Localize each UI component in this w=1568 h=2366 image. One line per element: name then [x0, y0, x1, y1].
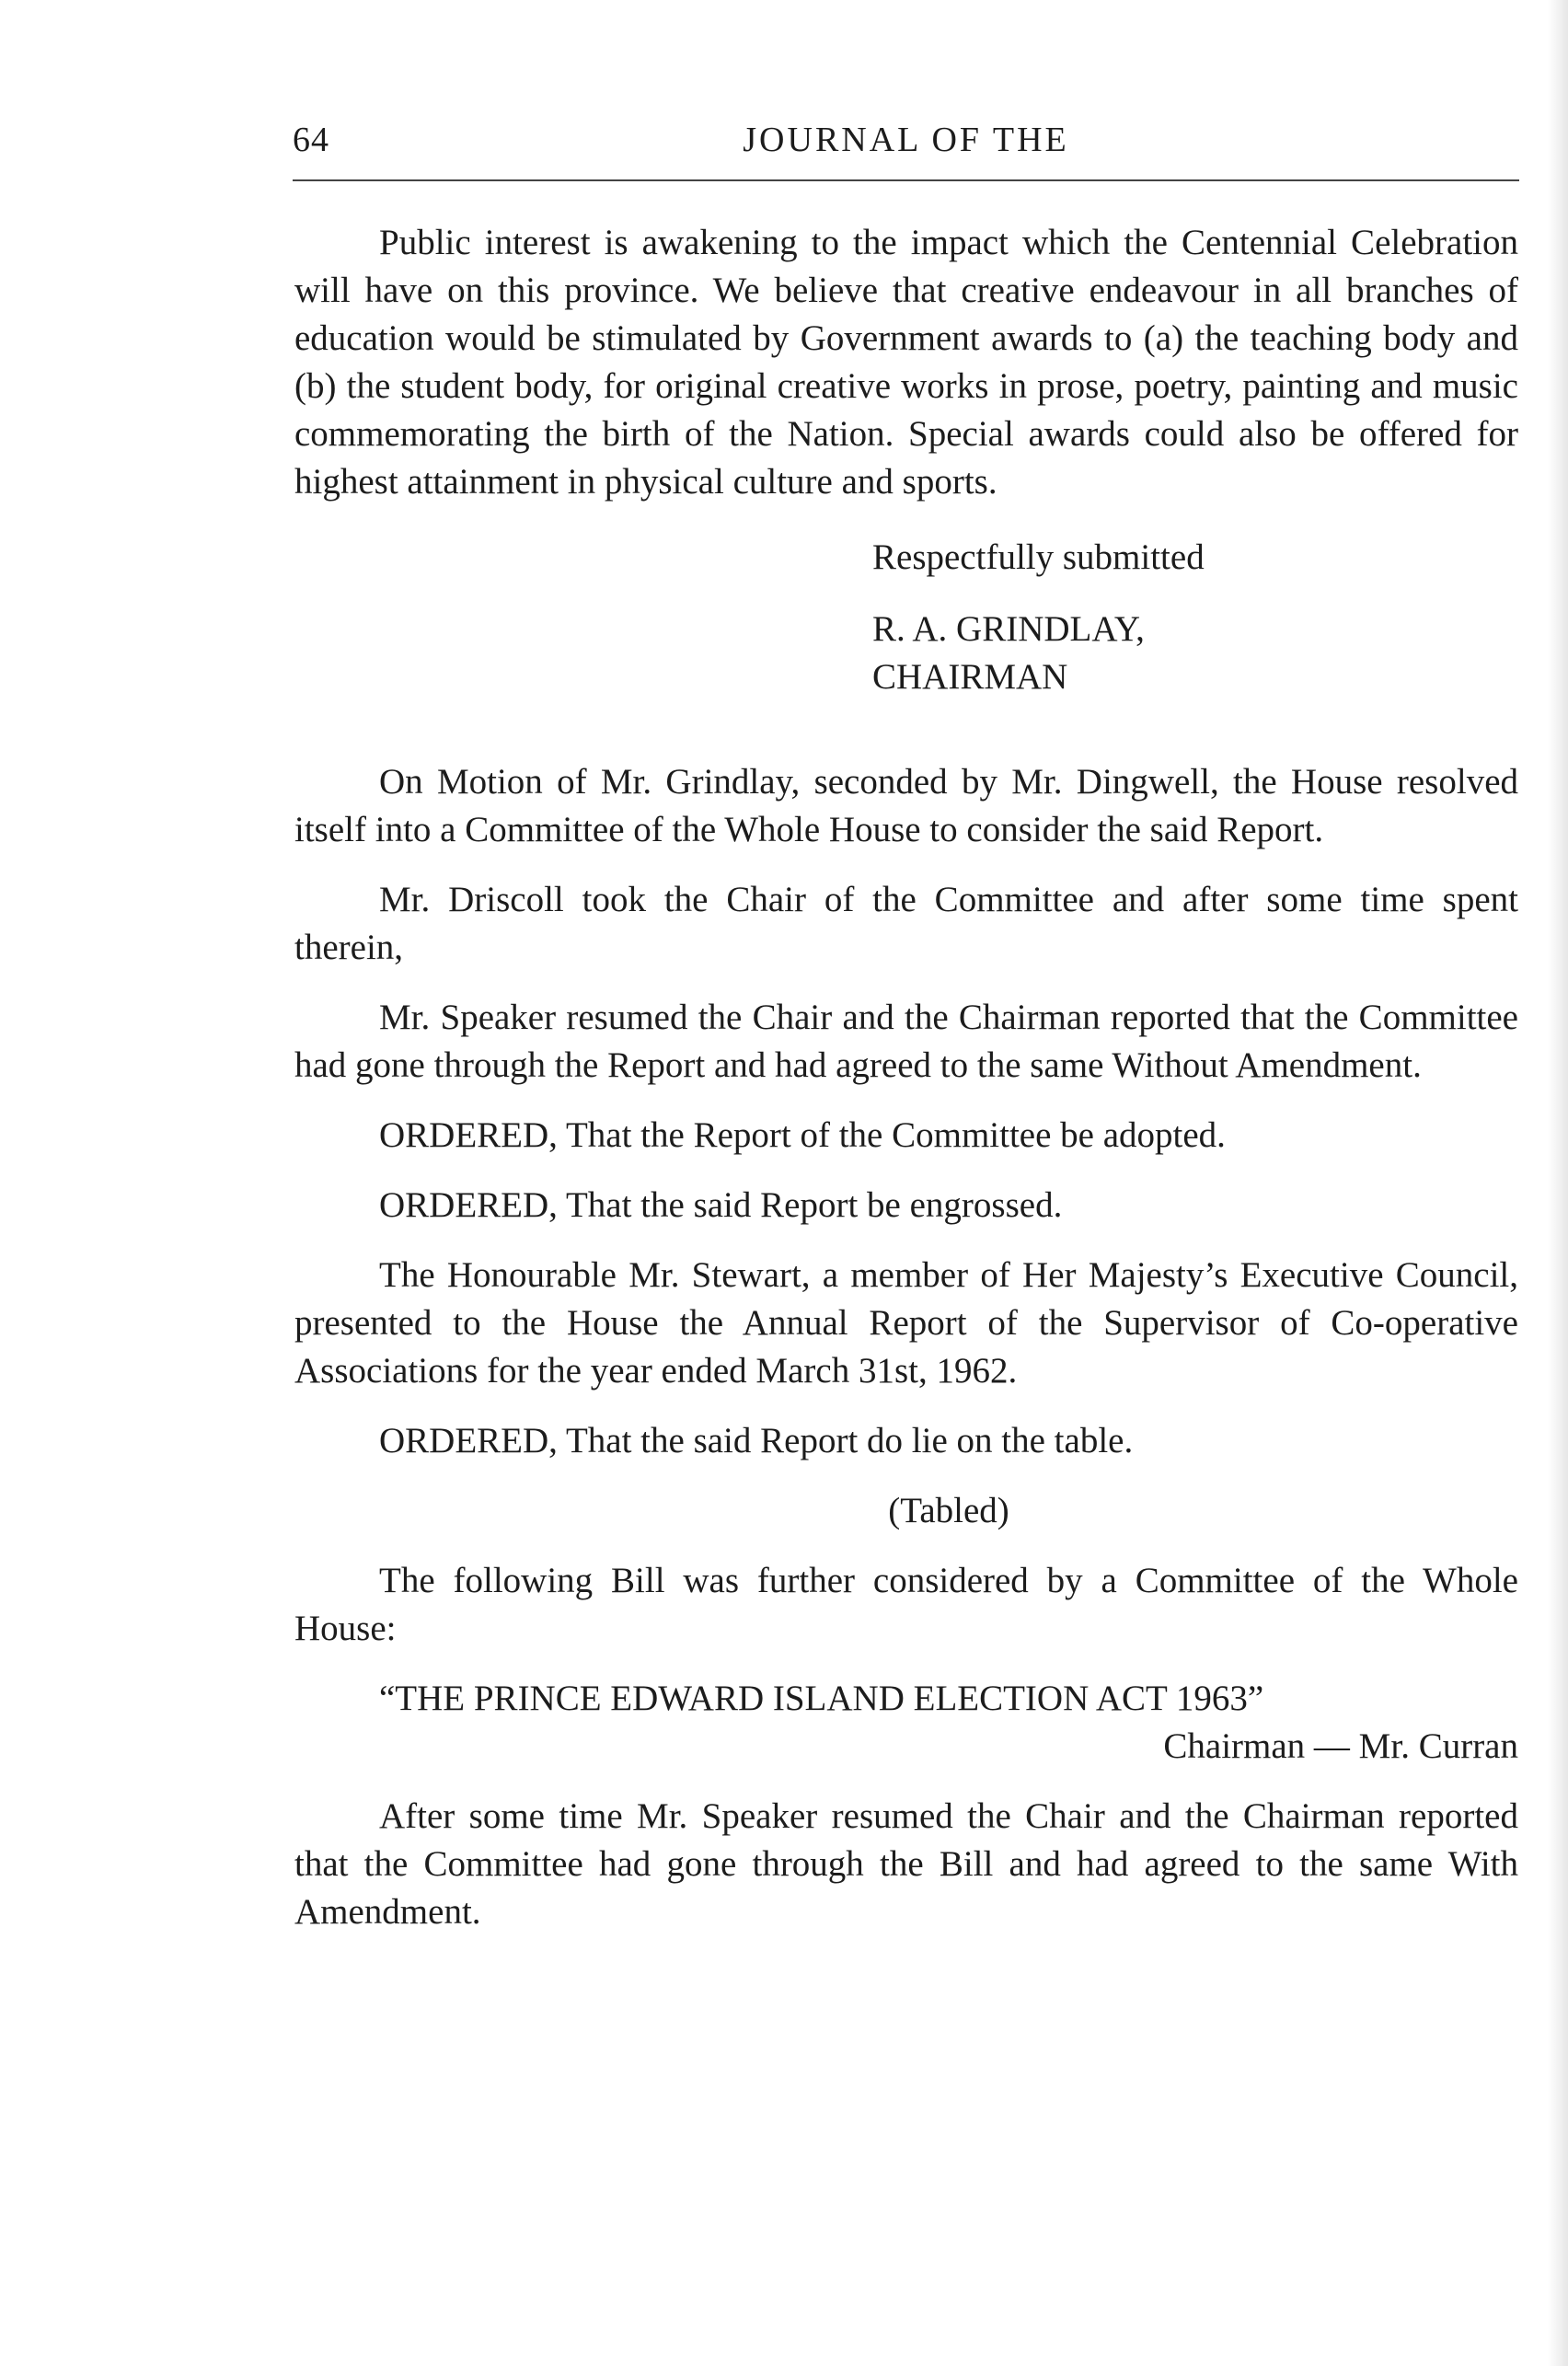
- journal-body: [294, 219, 1518, 1936]
- signature-closing: Respectfully submitted: [872, 537, 1205, 577]
- paragraph-public-interest: Public interest is awakening to the impact which the Centennial Celebration will have on this province. We believe that creative endeavour in all branches of education would be stimulated by Government awards to (a) the teaching body and (b) the student body, for original creative works in prose, poetry, painting and music commemorating the birth of the Nation. Special awards could also be offered for highest attainment in physical culture and sports.: [294, 223, 1518, 502]
- page-edge-shadow: [1548, 0, 1568, 2366]
- signature-title: CHAIRMAN: [872, 657, 1068, 697]
- order-report-adopted: ORDERED, That the Report of the Committee be adopted.: [379, 1115, 1226, 1155]
- page-number: 64: [293, 121, 329, 159]
- paragraph-following-bill: The following Bill was further considered by a Committee of the Whole House:: [294, 1561, 1518, 1648]
- paragraph-speaker-resumed-report: Mr. Speaker resumed the Chair and the Chairman reported that the Committee had gone through the Report and had agreed to the same Without Amendment.: [294, 998, 1518, 1085]
- paragraph-driscoll: Mr. Driscoll took the Chair of the Committee and after some time spent therein,: [294, 880, 1518, 967]
- page-header: [293, 120, 1519, 175]
- header-rule: [293, 179, 1519, 181]
- act-chairman: Chairman — Mr. Curran: [1163, 1726, 1518, 1766]
- signature-name: R. A. GRINDLAY,: [872, 609, 1145, 649]
- paragraph-stewart: The Honourable Mr. Stewart, a member of Her Majesty’s Executive Council, presented to the House the Annual Report of the Supervisor of Co-operative Associations for the year ended March 31st, 1962.: [294, 1255, 1518, 1391]
- act-title: “THE PRINCE EDWARD ISLAND ELECTION ACT 1963”: [379, 1679, 1264, 1718]
- tabled-note: (Tabled): [888, 1491, 1009, 1530]
- paragraph-motion: On Motion of Mr. Grindlay, seconded by Mr. Dingwell, the House resolved itself into a Committee of the Whole House to consider the said Report.: [294, 762, 1518, 849]
- order-report-engrossed: ORDERED, That the said Report be engrossed.: [379, 1185, 1063, 1225]
- paragraph-speaker-resumed-bill: After some time Mr. Speaker resumed the Chair and the Chairman reported that the Committee had gone through the Bill and had agreed to the same With Amendment.: [294, 1796, 1518, 1932]
- order-lie-on-table: ORDERED, That the said Report do lie on the table.: [379, 1421, 1134, 1460]
- running-title: JOURNAL OF THE: [743, 121, 1069, 159]
